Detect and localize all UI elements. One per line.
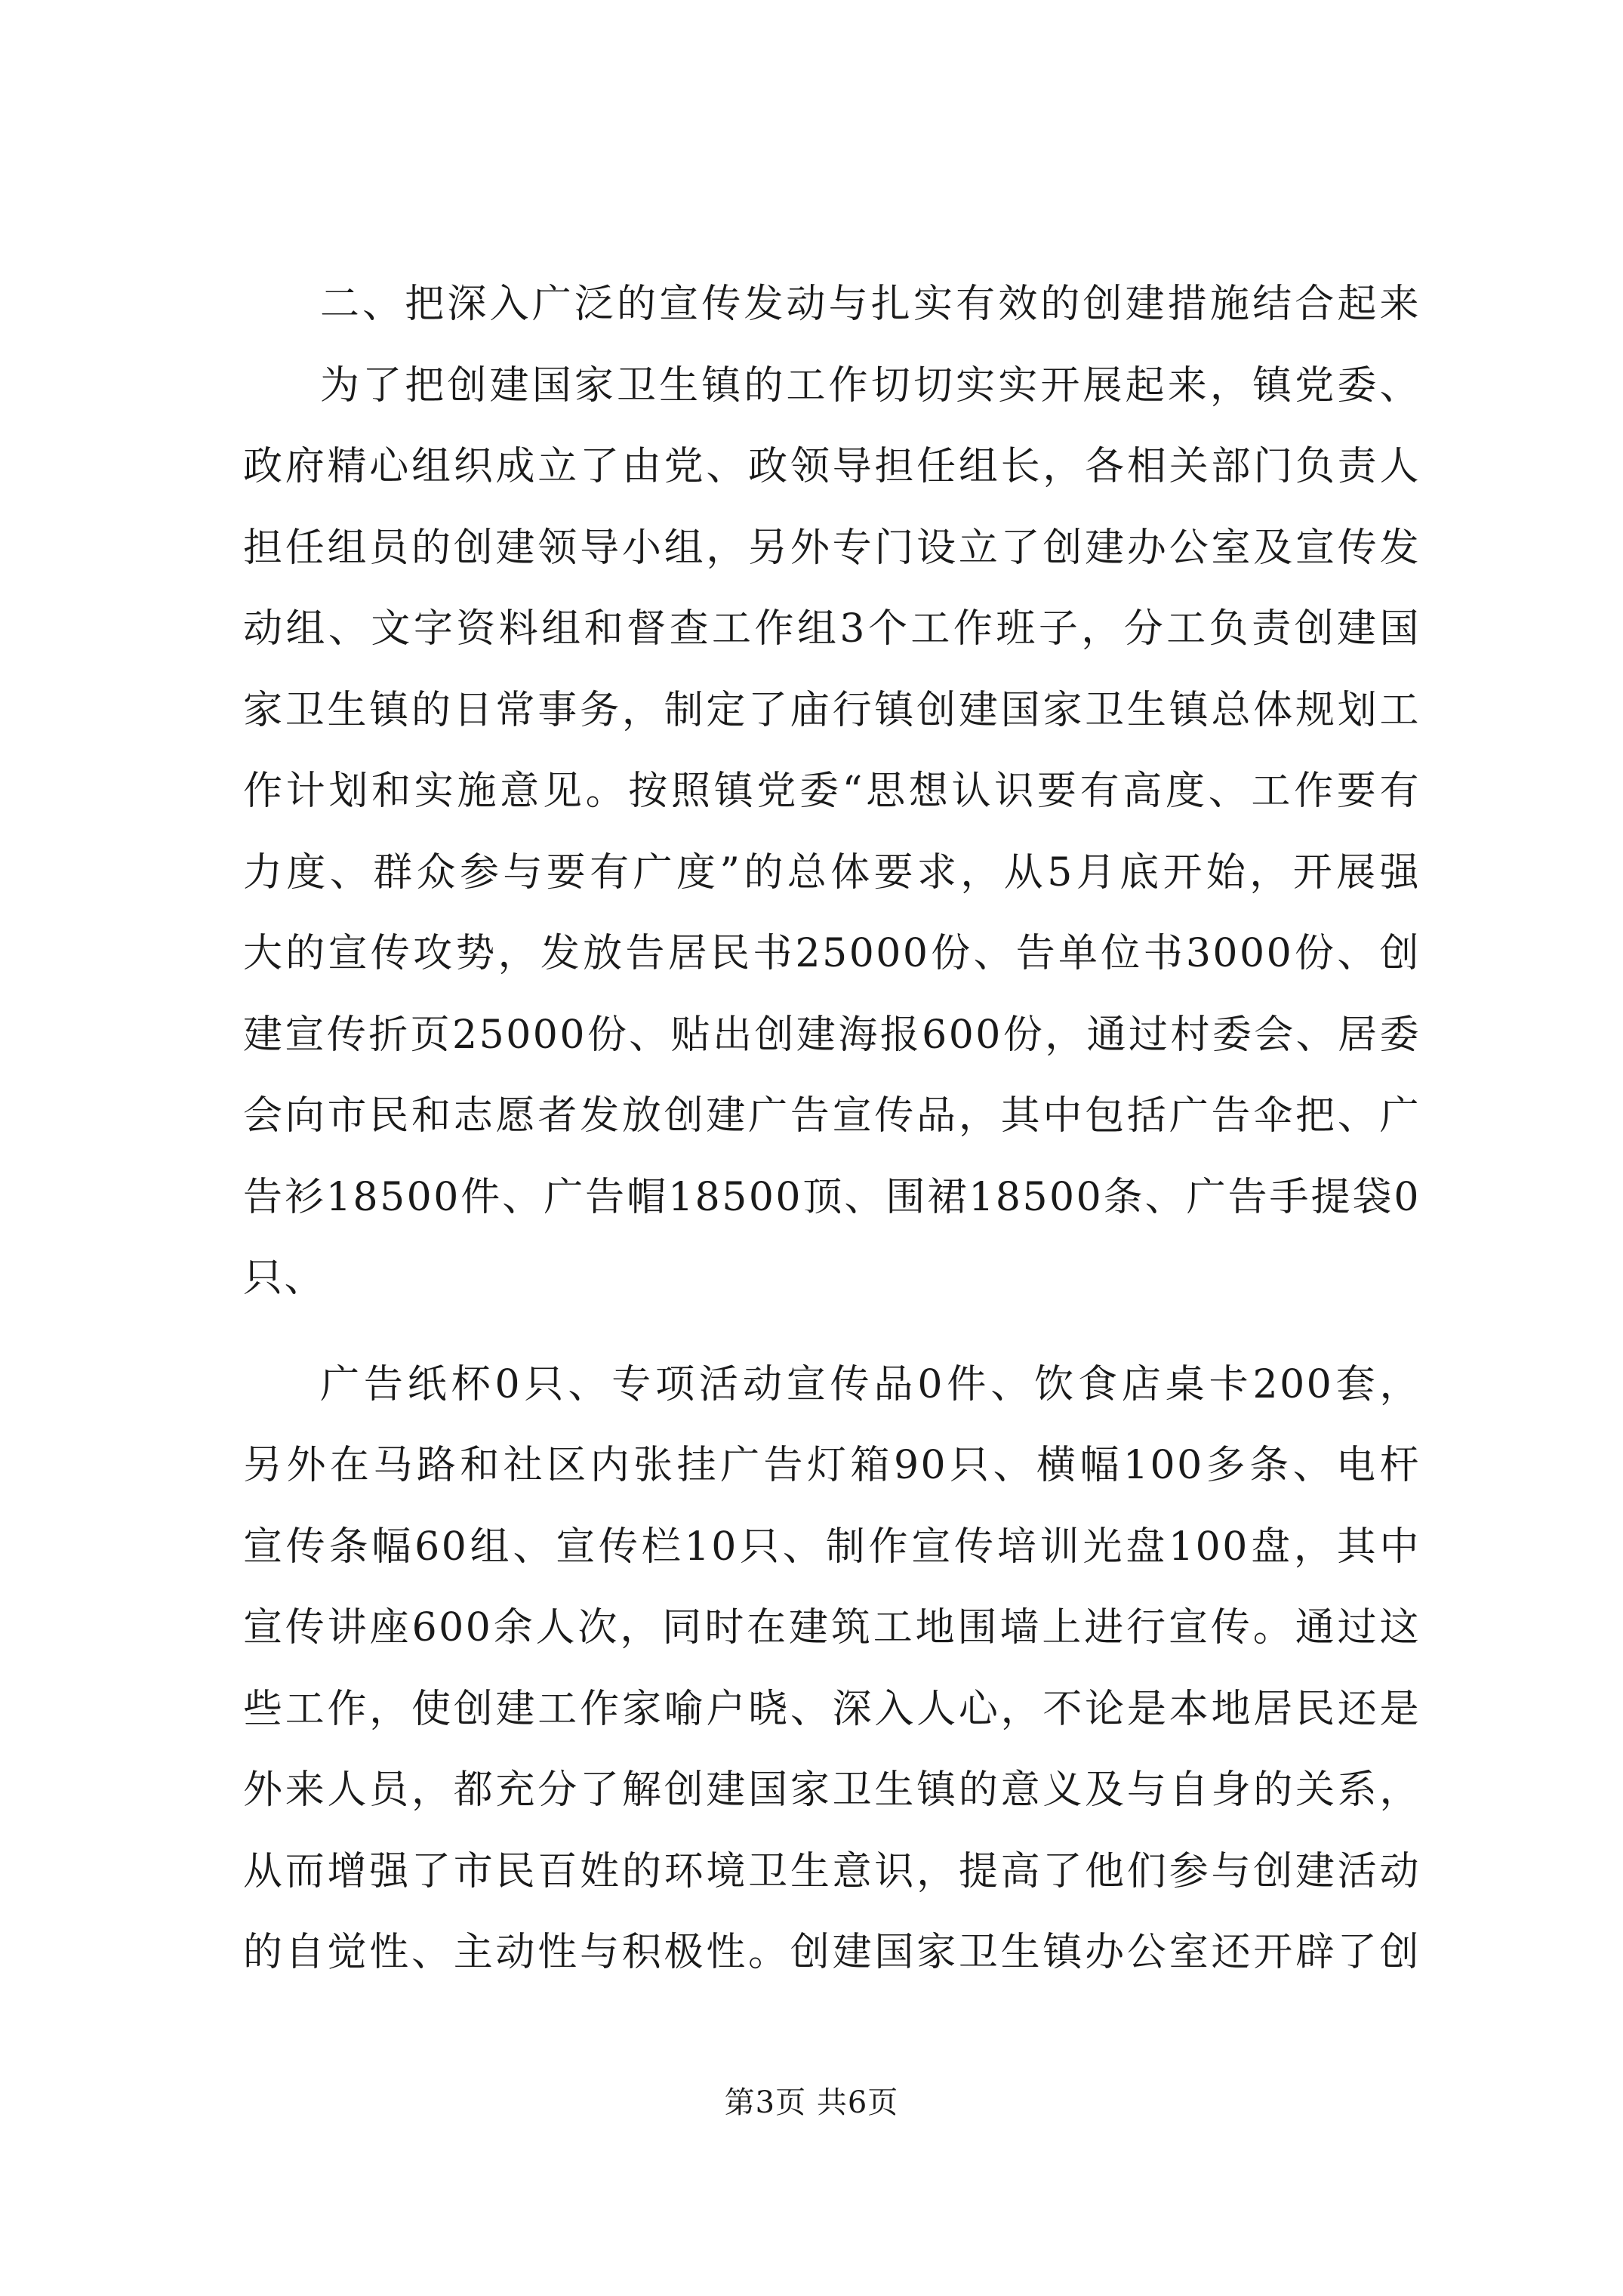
paragraph-line: 作计划和实施意见。按照镇党委“思想认识要有高度、工作要有 <box>243 769 1421 814</box>
paragraph-line: 宣传讲座600余人次，同时在建筑工地围墙上进行宣传。通过这 <box>243 1605 1421 1650</box>
paragraph-line: 家卫生镇的日常事务，制定了庙行镇创建国家卫生镇总体规划工 <box>243 687 1421 733</box>
paragraph-line: 从而增强了市民百姓的环境卫生意识，提高了他们参与创建活动 <box>243 1848 1421 1894</box>
paragraph-line: 的自觉性、主动性与积极性。创建国家卫生镇办公室还开辟了创 <box>243 1930 1421 1975</box>
paragraph-line: 宣传条幅60组、宣传栏10只、制作宣传培训光盘100盘，其中 <box>243 1524 1421 1570</box>
paragraph-line: 为了把创建国家卫生镇的工作切切实实开展起来，镇党委、 <box>320 362 1421 408</box>
paragraph-line: 力度、群众参与要有广度”的总体要求，从5月底开始，开展强 <box>243 849 1421 895</box>
paragraph-line: 政府精心组织成立了由党、政领导担任组长，各相关部门负责人 <box>243 444 1421 489</box>
paragraph-line: 广告纸杯0只、专项活动宣传品0件、饮食店桌卡200套， <box>320 1361 1421 1407</box>
paragraph-gap <box>243 1320 1421 1345</box>
paragraph-line: 动组、文字资料组和督查工作组3个工作班子，分工负责创建国 <box>243 606 1421 652</box>
paragraph-line: 会向市民和志愿者发放创建广告宣传品，其中包括广告伞把、广 <box>243 1093 1421 1139</box>
paragraph-line: 另外在马路和社区内张挂广告灯箱90只、横幅100多条、电杆 <box>243 1443 1421 1488</box>
section-heading: 二、把深入广泛的宣传发动与扎实有效的创建措施结合起来 <box>320 282 1421 327</box>
paragraph-line: 外来人员，都充分了解创建国家卫生镇的意义及与自身的关系， <box>243 1767 1421 1813</box>
document-body <box>243 264 1421 1994</box>
paragraph-line: 些工作，使创建工作家喻户晓、深入人心，不论是本地居民还是 <box>243 1686 1421 1732</box>
paragraph-line: 大的宣传攻势，发放告居民书25000份、告单位书3000份、创 <box>243 931 1421 976</box>
paragraph-line: 只、 <box>243 1256 326 1301</box>
paragraph-line: 告衫18500件、广告帽18500顶、围裙18500条、广告手提袋0 <box>243 1174 1421 1220</box>
paragraph-line: 担任组员的创建领导小组，另外专门设立了创建办公室及宣传发 <box>243 525 1421 571</box>
page-number-footer: 第3页 共6页 <box>724 2085 899 2120</box>
paragraph-line: 建宣传折页25000份、贴出创建海报600份，通过村委会、居委 <box>243 1012 1421 1058</box>
